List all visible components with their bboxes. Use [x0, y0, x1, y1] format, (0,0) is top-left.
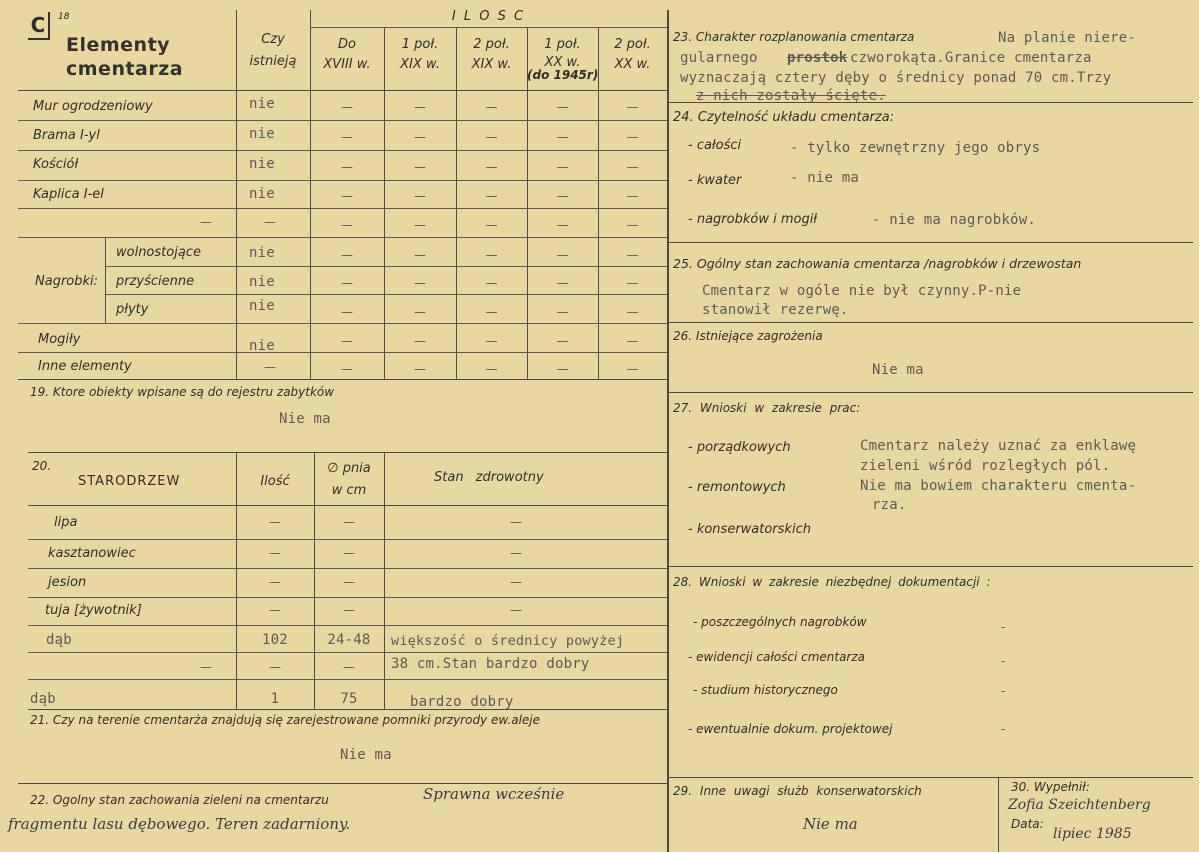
hline-q20-r3	[28, 597, 667, 598]
row-exists-blank: —	[264, 215, 276, 229]
hline-r8	[18, 323, 667, 324]
q21-label: 21. Czy na terenie cmentarża znajdują się zarejestrowane pomniki przyrody ew.aleje	[30, 713, 541, 727]
col-exists-2: istnieją	[249, 54, 297, 69]
qty-dash: —	[485, 334, 498, 348]
hline-q28-top	[667, 566, 1193, 567]
vline-nagrobki	[105, 237, 106, 323]
q28-item-1: - ewidencji całości cmentarza	[688, 650, 866, 664]
q30-hand-date: lipiec 1985	[1053, 826, 1132, 842]
q28-dash-1: -	[1001, 654, 1006, 668]
row-label-kosciol: Kościół	[33, 157, 79, 172]
q30-date-label: Data:	[1011, 817, 1044, 831]
qty-dash: —	[556, 100, 569, 114]
qty-dash: —	[626, 305, 639, 319]
hline-q20-h	[28, 505, 667, 506]
vline-q30	[998, 777, 999, 852]
col-h4c: (do 1945r)	[527, 68, 599, 82]
q25-line2: stanowił rezerwę.	[702, 302, 849, 318]
tree-qty-6: 1	[270, 691, 280, 707]
row-label-kaplica: Kaplica I-el	[33, 187, 104, 202]
tree-qty-5: —	[269, 660, 281, 674]
qty-dash: —	[485, 189, 498, 203]
tree-name-kasztanowiec: kasztanowiec	[48, 546, 136, 561]
center-divider	[667, 10, 669, 852]
q23-line3: wyznaczają cztery dęby o średnicy ponad 70 cm.Trzy	[680, 70, 1112, 86]
tree-diam-2: —	[343, 575, 355, 589]
qty-dash: —	[341, 334, 353, 348]
col-exists-1: Czy	[261, 32, 285, 47]
q24-label: 24. Czytelność układu cmentarza:	[673, 110, 895, 125]
q27-a: - porządkowych	[688, 440, 791, 455]
q20-h-state: Stan zdrowotny	[434, 470, 544, 485]
row-exists-mogily: nie	[249, 338, 275, 354]
row-label-mur: Mur ogrodzeniowy	[33, 99, 153, 114]
card-number: 18	[58, 12, 70, 22]
qty-dash: —	[556, 305, 569, 319]
hline-q20-r4	[28, 625, 667, 626]
qty-dash: —	[626, 334, 639, 348]
tree-qty-1: —	[269, 546, 281, 560]
q24-b-label: - kwater	[688, 173, 742, 188]
tree-diam-0: —	[343, 515, 355, 529]
hline-r9	[18, 352, 667, 353]
qty-dash: —	[414, 334, 426, 348]
q28-item-0: - poszczególnych nagrobków	[693, 615, 867, 629]
tree-state-4: większość o średnicy powyżej	[391, 633, 625, 649]
q27-t1: Cmentarz należy uznać za enklawę	[860, 438, 1137, 454]
qty-dash: —	[414, 100, 426, 114]
row-label-przyscienne: przyścienne	[116, 274, 195, 289]
qty-dash: —	[485, 362, 498, 376]
row-label-plyty: płyty	[116, 302, 149, 317]
q23-line2b: prostok	[787, 50, 848, 66]
q22-hand1: Sprawna wcześnie	[423, 785, 565, 803]
tree-diam-6: 75	[340, 691, 358, 707]
qty-dash: —	[556, 130, 569, 144]
qty-dash: —	[414, 160, 426, 174]
q26-answer: Nie ma	[872, 362, 924, 378]
qty-dash: —	[485, 276, 498, 290]
qty-dash: —	[341, 218, 353, 232]
hline-r10	[18, 379, 667, 380]
q28-dash-2: -	[1001, 684, 1006, 698]
tree-diam-1: —	[343, 546, 355, 560]
tree-name-jesion: jesion	[48, 575, 87, 590]
tree-state-3: —	[510, 603, 522, 617]
q24-a-label: - całości	[688, 138, 742, 153]
q19-label: 19. Ktore obiekty wpisane są do rejestru zabytków	[30, 385, 335, 399]
tree-qty-2: —	[269, 575, 281, 589]
q20-h-name: STARODRZEW	[78, 474, 181, 489]
qty-dash: —	[626, 218, 639, 232]
qty-dash: —	[414, 305, 426, 319]
tree-diam-4: 24-48	[327, 632, 371, 648]
qty-dash: —	[341, 100, 353, 114]
q23-line1: Na planie niere-	[998, 30, 1137, 46]
col-h4a: 1 poł.	[544, 37, 581, 52]
tree-qty-0: —	[269, 515, 281, 529]
qty-dash: —	[341, 160, 353, 174]
tree-qty-3: —	[269, 603, 281, 617]
hline-q20-r1	[28, 539, 667, 540]
q23-label: 23. Charakter rozplanowania cmentarza	[673, 30, 915, 44]
qty-dash: —	[556, 248, 569, 262]
tree-name-dab1: dąb	[46, 632, 72, 648]
hline-q25-top	[667, 242, 1193, 243]
q27-t3: Nie ma bowiem charakteru cmenta-	[860, 478, 1137, 494]
q23-line2a: gularnego	[680, 50, 758, 66]
col-h1b: XVIII w.	[323, 57, 371, 72]
row-exists-plyty: nie	[249, 298, 275, 314]
vline-c2	[384, 28, 385, 380]
tree-name-tuja: tuja [żywotnik]	[45, 603, 142, 618]
row-label-mogily: Mogiły	[38, 332, 81, 347]
q22-label: 22. Ogolny stan zachowania zieleni na cmentarzu	[30, 793, 329, 807]
row-label-wolnostojace: wolnostojące	[116, 245, 201, 260]
qty-dash: —	[485, 160, 498, 174]
tree-diam-3: —	[343, 603, 355, 617]
qty-dash: —	[556, 218, 569, 232]
tree-qty-4: 102	[262, 632, 288, 648]
q29-label: 29. Inne uwagi służb konserwatorskich	[673, 784, 922, 798]
hline-q29-top	[667, 777, 1193, 778]
row-exists-kosciol: nie	[249, 156, 275, 172]
hline-r1	[18, 120, 667, 121]
qty-dash: —	[556, 160, 569, 174]
qty-dash: —	[626, 160, 639, 174]
hline-q20-r5	[28, 652, 667, 653]
row-exists-mur: nie	[249, 96, 275, 112]
hline-q20-r2	[28, 568, 667, 569]
q25-label: 25. Ogólny stan zachowania cmentarza /nagrobków i drzewostan	[673, 256, 1082, 271]
q19-answer: Nie ma	[279, 411, 331, 427]
card-title-line2: cmentarza	[66, 58, 184, 80]
q28-dash-0: -	[1001, 620, 1006, 634]
row-exists-brama: nie	[249, 126, 275, 142]
qty-dash: —	[341, 305, 353, 319]
col-h3b: XIX w.	[471, 57, 512, 72]
col-h5b: XX w.	[614, 57, 651, 72]
q24-a-val: - tylko zewnętrzny jego obrys	[790, 140, 1041, 156]
q24-b-val: - nie ma	[790, 170, 860, 186]
row-label-inne: Inne elementy	[38, 359, 132, 374]
qty-dash: —	[485, 130, 498, 144]
q27-t2: zieleni wśród rozległych pól.	[860, 458, 1111, 474]
qty-dash: —	[414, 218, 426, 232]
qty-dash: —	[626, 248, 639, 262]
hline-r2	[18, 150, 667, 151]
q23-line4: z nich zostały ścięte.	[696, 88, 886, 104]
vline-c3	[456, 28, 457, 380]
qty-dash: —	[341, 276, 353, 290]
row-exists-wolnostojace: nie	[249, 245, 275, 261]
col-qty: I L O S C	[451, 9, 526, 24]
q25-line1: Cmentarz w ogóle nie był czynny.P-nie	[702, 283, 1022, 299]
hline-q20-r6	[28, 679, 667, 680]
qty-dash: —	[556, 189, 569, 203]
tree-name-dab2: dąb	[30, 691, 56, 707]
tree-name-lipa: lipa	[54, 515, 78, 530]
qty-dash: —	[341, 189, 353, 203]
q27-b: - remontowych	[688, 480, 786, 495]
qty-dash: —	[414, 189, 426, 203]
row-exists-inne: —	[264, 360, 276, 374]
hline-r5	[18, 237, 667, 238]
q21-answer: Nie ma	[340, 747, 392, 763]
col-h4b: XX w.	[544, 55, 581, 70]
col-h2b: XIX w.	[400, 57, 440, 72]
hline-r0	[18, 90, 667, 91]
vline-c5	[598, 28, 599, 380]
qty-dash: —	[556, 334, 569, 348]
qty-dash: —	[626, 276, 639, 290]
q30-label: 30. Wypełnił:	[1011, 780, 1090, 794]
q27-label: 27. Wnioski w zakresie prac:	[673, 401, 861, 415]
qty-dash: —	[626, 130, 639, 144]
qty-dash: —	[626, 362, 639, 376]
tree-name-blank: —	[200, 660, 212, 674]
hline-qty	[310, 27, 667, 28]
hline-r7	[105, 294, 667, 295]
hline-r3	[18, 180, 667, 181]
q29-hand: Nie ma	[803, 815, 858, 833]
card-letter: C	[28, 12, 50, 40]
qty-dash: —	[556, 362, 569, 376]
q26-label: 26. Istniejące zagrożenia	[673, 329, 823, 343]
vline-q20-state	[384, 452, 385, 709]
hline-q24-top	[667, 102, 1193, 103]
q24-c-val: - nie ma nagrobków.	[872, 212, 1036, 228]
hline-q22-top	[18, 783, 667, 784]
q28-label: 28. Wnioski w zakresie niezbędnej dokumentacji :	[673, 575, 991, 589]
q24-c-label: - nagrobków i mogił	[688, 212, 818, 227]
hline-r4	[18, 208, 667, 209]
row-label-brama: Brama I-yl	[33, 128, 100, 143]
q27-t4: rza.	[872, 497, 907, 513]
tree-diam-5: —	[343, 660, 355, 674]
hline-q20-top	[28, 452, 667, 453]
hline-q20-bottom	[28, 709, 667, 710]
q22-hand2: fragmentu lasu dębowego. Teren zadarniony.	[8, 815, 351, 833]
qty-dash: —	[485, 305, 498, 319]
row-exists-kaplica: nie	[249, 186, 275, 202]
hline-q26-top	[667, 322, 1193, 323]
tree-state-2: —	[510, 575, 522, 589]
qty-dash: —	[556, 276, 569, 290]
q28-item-2: - studium historycznego	[693, 683, 838, 697]
tree-state-1: —	[510, 546, 522, 560]
col-h3a: 2 poł.	[473, 37, 510, 52]
tree-state-5: 38 cm.Stan bardzo dobry	[391, 656, 590, 672]
card-title-line1: Elementy	[66, 34, 171, 56]
qty-dash: —	[341, 362, 353, 376]
q30-hand-name: Zofia Szeichtenberg	[1008, 797, 1151, 813]
hline-q27-top	[667, 392, 1193, 393]
hline-r6	[105, 266, 667, 267]
q23-line2c: czworokąta.Granice cmentarza	[850, 50, 1092, 66]
nagrobki-label: Nagrobki:	[35, 274, 99, 289]
qty-dash: —	[414, 130, 426, 144]
col-h1a: Do	[338, 37, 356, 52]
q28-item-3: - ewentualnie dokum. projektowej	[688, 722, 893, 736]
qty-dash: —	[414, 276, 426, 290]
qty-dash: —	[485, 218, 498, 232]
qty-dash: —	[626, 100, 639, 114]
qty-dash: —	[485, 248, 498, 262]
q27-c: - konserwatorskich	[688, 522, 811, 537]
qty-dash: —	[485, 100, 498, 114]
q20-number: 20.	[32, 459, 52, 473]
q20-h-diam1: ∅ pnia	[327, 461, 371, 476]
qty-dash: —	[414, 248, 426, 262]
q20-h-diam2: w cm	[331, 483, 367, 498]
q28-dash-3: -	[1001, 722, 1006, 736]
col-h5a: 2 poł.	[614, 37, 651, 52]
tree-state-0: —	[510, 515, 522, 529]
row-label-blank: —	[200, 215, 212, 229]
qty-dash: —	[341, 130, 353, 144]
q20-h-qty: Ilość	[260, 474, 290, 489]
col-h2a: 1 poł.	[401, 37, 439, 52]
qty-dash: —	[341, 248, 353, 262]
tree-state-6: bardzo dobry	[410, 694, 514, 710]
qty-dash: —	[414, 362, 426, 376]
row-exists-przyscienne: nie	[249, 274, 275, 290]
qty-dash: —	[626, 189, 639, 203]
